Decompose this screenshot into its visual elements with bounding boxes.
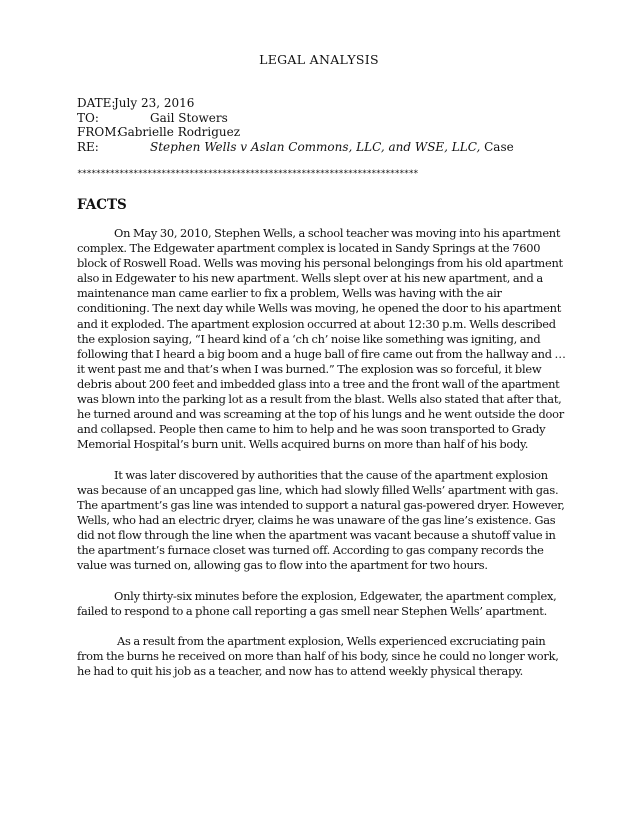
- case-suffix: Case: [480, 139, 514, 154]
- date-value: July 23, 2016: [114, 96, 195, 110]
- separator-line: *************************************************************************: [77, 169, 418, 179]
- re-label: RE:: [77, 139, 99, 154]
- to-value: Gail Stowers: [150, 110, 228, 125]
- memo-re-row: [77, 140, 577, 155]
- facts-body: [77, 226, 569, 695]
- memo-header: [77, 96, 577, 154]
- memo-to-row: [77, 111, 577, 126]
- case-name: Stephen Wells v Aslan Commons, LLC, and WSE, LLC,: [150, 139, 481, 154]
- from-label: FROM:: [77, 125, 121, 140]
- date-label: DATE:: [77, 96, 116, 110]
- from-value: Gabrielle Rodriguez: [118, 125, 241, 140]
- facts-paragraph: It was later discovered by authorities that the cause of the apartment explosion was because of an uncapped gas line, which had slowly filled Wells’ apartment with gas. The apartment’s gas line was intended to support a natural gas-powered dryer. However, Wells, who had an electric dryer, claims he was unaware of the gas line’s existence. Gas did not flow through the line when the apartment was vacant because a shutoff value in the apartment’s furnace closet was turned off. According to gas company records the value was turned on, allowing gas to flow into the apartment for two hours.: [77, 467, 565, 573]
- facts-paragraph: On May 30, 2010, Stephen Wells, a school teacher was moving into his apartment complex. The Edgewater apartment complex is located in Sandy Springs at the 7600 block of Roswell Road. Wells was moving his personal belongings from his old apartment also in Edgewater to his new apartment. Wells slept over at his new apartment, and a maintenance man came earlier to fix a problem, Wells was having with the air conditioning. The next day while Wells was moving, he opened the door to his apartment and it exploded. The apartment explosion occurred at about 12:30 p.m. Wells described the explosion saying, “I heard kind of a ‘ch ch’ noise like something was igniting, and following that I heard a big boom and a huge ball of fire came out from the hallway and …it went past me and that’s when I was burned.” The explosion was so forceful, it blew debris about 200 feet and imbedded glass into a tree and the front wall of the apartment was blown into the parking lot as a result from the blast. Wells also stated that after that, he turned around and was screaming at the top of his lungs and he went outside the door and collapsed. People then came to him to help and he was soon transported to Grady Memorial Hospital’s burn unit. Wells acquired burns on more than half of his body.: [77, 226, 566, 452]
- facts-heading: FACTS: [77, 197, 127, 213]
- to-label: TO:: [77, 110, 99, 125]
- facts-paragraph: Only thirty-six minutes before the explosion, Edgewater, the apartment complex, failed to respond to a phone call reporting a gas smell near Stephen Wells’ apartment.: [77, 588, 557, 618]
- document-title: LEGAL ANALYSIS: [259, 52, 379, 67]
- facts-paragraph: As a result from the apartment explosion, Wells experienced excruciating pain from the burns he received on more than half of his body, since he could no longer work, he had to quit his job as a teacher, and now has to attend weekly physical therapy.: [77, 634, 559, 679]
- re-value: [150, 140, 514, 155]
- memo-date-row: [77, 96, 577, 111]
- memo-from-row: [77, 125, 577, 140]
